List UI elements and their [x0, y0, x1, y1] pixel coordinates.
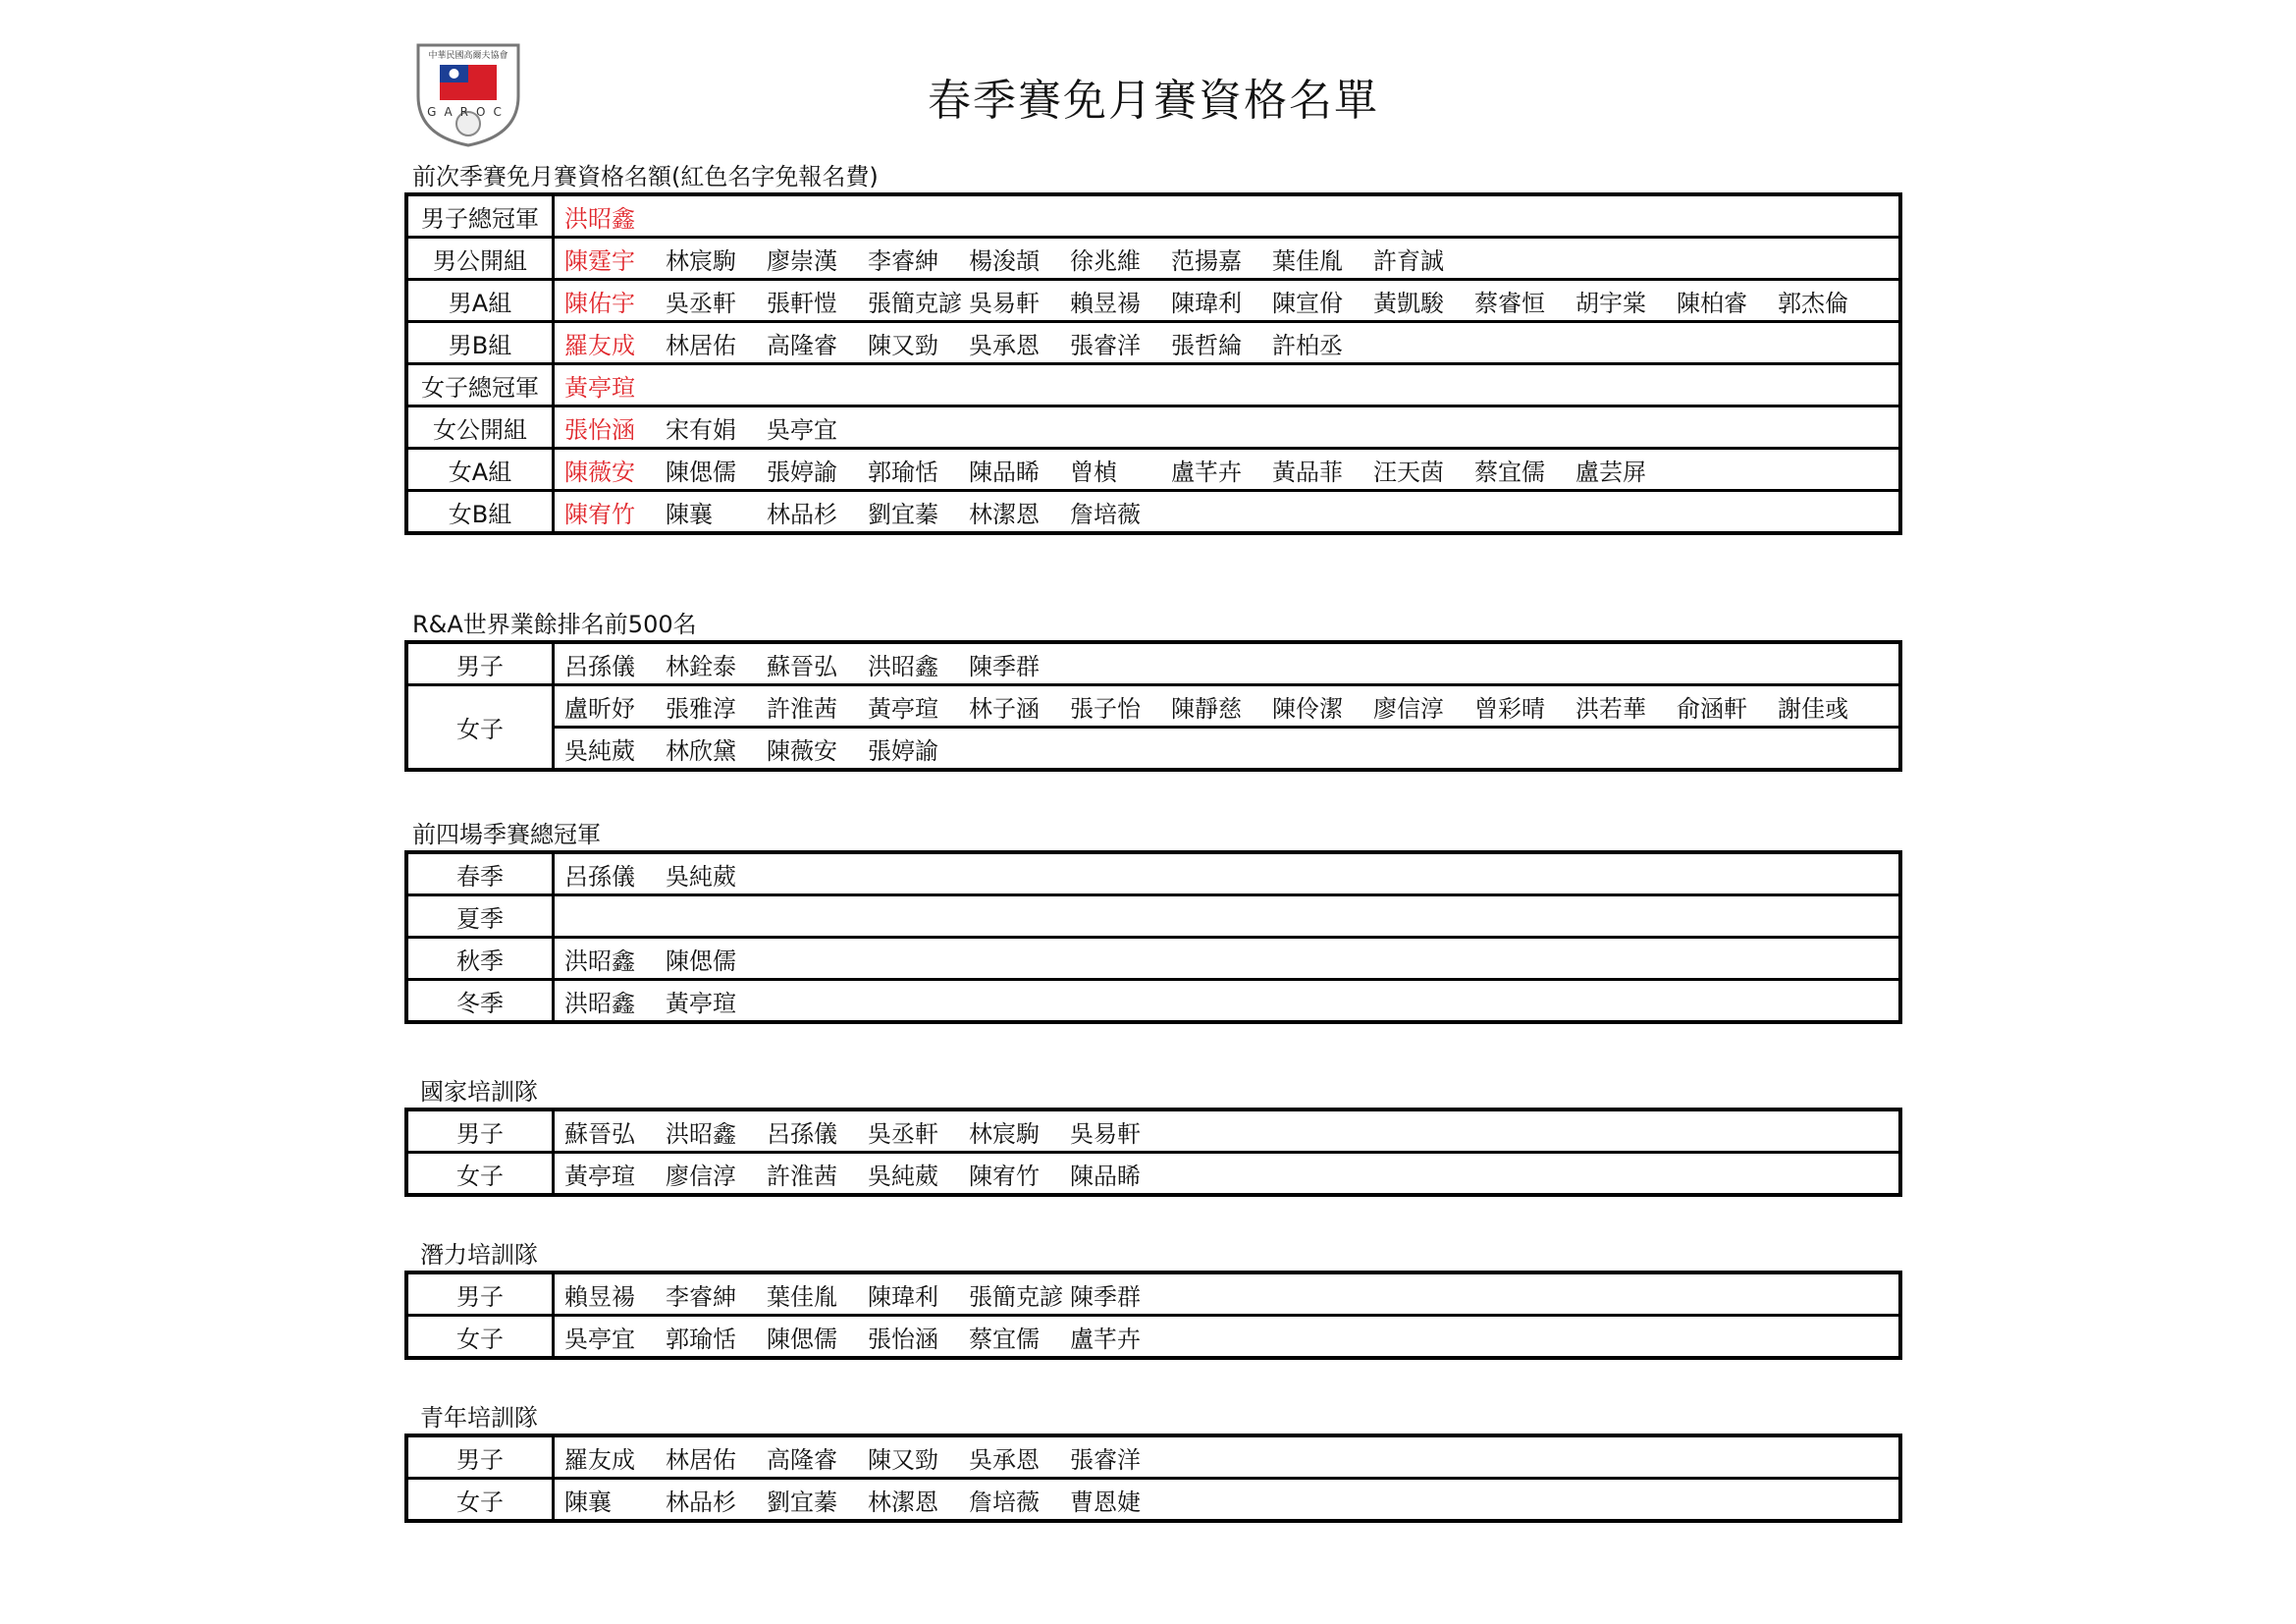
- player-name: 郭瑜恬: [666, 1325, 736, 1353]
- qualification-table: [404, 640, 1902, 772]
- player-name: 徐兆維: [1070, 246, 1141, 275]
- names-list: [564, 939, 1898, 978]
- player-name: 陳又勁: [868, 331, 938, 359]
- names-list: [564, 1111, 1898, 1151]
- logo-letters: GAROC: [427, 105, 509, 119]
- player-name: 林宸駒: [666, 246, 736, 275]
- player-name: 陳伶潔: [1272, 694, 1343, 723]
- player-name: 吳承恩: [969, 331, 1040, 359]
- names-cell: [554, 852, 1901, 895]
- table-row: [406, 852, 1900, 895]
- category-label: 女A組: [406, 449, 554, 491]
- names-list: [564, 281, 1898, 320]
- player-name: 宋有娟: [666, 415, 736, 444]
- player-name: 張軒愷: [767, 289, 837, 317]
- player-name: 郭杰倫: [1778, 289, 1848, 317]
- player-name: 呂孫儀: [767, 1119, 837, 1148]
- names-list: [564, 492, 1898, 531]
- player-name: 許淮茜: [767, 694, 837, 723]
- section-heading: R&A世界業餘排名前500名: [412, 611, 697, 638]
- player-name: 盧芸屏: [1575, 458, 1646, 486]
- player-name: 劉宜蓁: [868, 500, 938, 528]
- names-list: [564, 644, 1898, 683]
- player-name: 張雅淳: [666, 694, 736, 723]
- exempt-player-name: 羅友成: [564, 331, 635, 359]
- table-row: [406, 364, 1900, 406]
- player-name: 張婷諭: [868, 736, 938, 765]
- garoc-logo: [410, 39, 526, 149]
- player-name: 吳丞軒: [666, 289, 736, 317]
- exempt-player-name: 陳薇安: [564, 458, 635, 486]
- player-name: 賴昱禓: [564, 1282, 635, 1311]
- category-label: 男子: [406, 1435, 554, 1479]
- table-row: [406, 980, 1900, 1023]
- player-name: 高隆睿: [767, 1445, 837, 1474]
- player-name: 蘇晉弘: [564, 1119, 635, 1148]
- player-name: 范揚嘉: [1171, 246, 1242, 275]
- category-label: 男子: [406, 1272, 554, 1316]
- category-label: 男公開組: [406, 238, 554, 280]
- player-name: 高隆睿: [767, 331, 837, 359]
- player-name: 許柏丞: [1272, 331, 1343, 359]
- player-name: 張子怡: [1070, 694, 1141, 723]
- player-name: 洪昭鑫: [564, 989, 635, 1017]
- player-name: 李睿紳: [666, 1282, 736, 1311]
- exempt-player-name: 張怡涵: [564, 415, 635, 444]
- player-name: 詹培薇: [1070, 500, 1141, 528]
- player-name: 林居佑: [666, 331, 736, 359]
- player-name: 蔡宜儒: [969, 1325, 1040, 1353]
- player-name: 盧芊卉: [1070, 1325, 1141, 1353]
- names-list: [564, 365, 1898, 405]
- player-name: 吳純葳: [868, 1162, 938, 1190]
- player-name: 洪昭鑫: [564, 947, 635, 975]
- player-name: 蘇晉弘: [767, 652, 837, 680]
- exempt-player-name: 陳宥竹: [564, 500, 635, 528]
- table-row: [406, 1272, 1900, 1316]
- table-row: [406, 491, 1900, 534]
- player-name: 葉佳胤: [1272, 246, 1343, 275]
- table-row: [406, 322, 1900, 364]
- names-cell: [554, 1272, 1901, 1316]
- player-name: 林欣黛: [666, 736, 736, 765]
- names-list: [564, 1154, 1898, 1193]
- names-list: [564, 196, 1898, 236]
- player-name: 陳偲儒: [666, 458, 736, 486]
- player-name: 張婷諭: [767, 458, 837, 486]
- qualification-table: [404, 1271, 1902, 1360]
- player-name: 林潔恩: [868, 1488, 938, 1516]
- exempt-player-name: 陳霆宇: [564, 246, 635, 275]
- player-name: 陳宥竹: [969, 1162, 1040, 1190]
- qualification-section: [404, 819, 1902, 1024]
- category-label: 女子: [406, 1153, 554, 1196]
- player-name: 洪昭鑫: [868, 652, 938, 680]
- player-name: 黃品菲: [1272, 458, 1343, 486]
- category-label: 冬季: [406, 980, 554, 1023]
- player-name: 洪昭鑫: [666, 1119, 736, 1148]
- exempt-player-name: 黃亭瑄: [564, 373, 635, 402]
- names-list: [564, 407, 1898, 447]
- names-cell: [554, 895, 1901, 938]
- section-heading: 前次季賽免月賽資格名額(紅色名字免報名費): [412, 163, 879, 190]
- category-label: 男子: [406, 642, 554, 685]
- player-name: 呂孫儀: [564, 652, 635, 680]
- player-name: 盧昕妤: [564, 694, 635, 723]
- exempt-player-name: 陳佑宇: [564, 289, 635, 317]
- player-name: 羅友成: [564, 1445, 635, 1474]
- qualification-table: [404, 850, 1902, 1024]
- qualification-section: [404, 609, 1902, 772]
- player-name: 陳靜慈: [1171, 694, 1242, 723]
- player-name: 俞涵軒: [1677, 694, 1747, 723]
- table-row: [406, 406, 1900, 449]
- player-name: 謝佳彧: [1778, 694, 1848, 723]
- player-name: 曾彩晴: [1474, 694, 1545, 723]
- player-name: 林品杉: [767, 500, 837, 528]
- player-name: 張簡克諺: [868, 289, 962, 317]
- player-name: 陳季群: [969, 652, 1040, 680]
- exempt-player-name: 洪昭鑫: [564, 204, 635, 233]
- table-row: [406, 238, 1900, 280]
- player-name: 陳偲儒: [767, 1325, 837, 1353]
- names-cell: [554, 406, 1901, 449]
- section-heading: 國家培訓隊: [420, 1078, 538, 1106]
- category-label: 女公開組: [406, 406, 554, 449]
- player-name: 呂孫儀: [564, 862, 635, 891]
- player-name: 黃亭瑄: [868, 694, 938, 723]
- names-list: [564, 1480, 1898, 1519]
- player-name: 陳薇安: [767, 736, 837, 765]
- player-name: 林銓泰: [666, 652, 736, 680]
- table-row: [406, 280, 1900, 322]
- player-name: 廖信淳: [666, 1162, 736, 1190]
- player-name: 盧芊卉: [1171, 458, 1242, 486]
- player-name: 黃凱駿: [1373, 289, 1444, 317]
- player-name: 陳品睎: [969, 458, 1040, 486]
- player-name: 廖崇漢: [767, 246, 837, 275]
- player-name: 張睿洋: [1070, 331, 1141, 359]
- player-name: 洪若華: [1575, 694, 1646, 723]
- qualification-section: [404, 161, 1902, 535]
- names-cell: [554, 728, 1901, 771]
- category-label: 秋季: [406, 938, 554, 980]
- category-label: 男子: [406, 1110, 554, 1153]
- names-cell: [554, 1153, 1901, 1196]
- category-label: 女子: [406, 1316, 554, 1359]
- names-cell: [554, 938, 1901, 980]
- names-list: [564, 686, 1898, 726]
- category-label: 男A組: [406, 280, 554, 322]
- player-name: 詹培薇: [969, 1488, 1040, 1516]
- category-label: 女子: [406, 1479, 554, 1522]
- player-name: 陳偲儒: [666, 947, 736, 975]
- player-name: 楊浚頡: [969, 246, 1040, 275]
- player-name: 吳承恩: [969, 1445, 1040, 1474]
- table-row: [406, 1153, 1900, 1196]
- category-label: 男B組: [406, 322, 554, 364]
- qualification-section: [404, 1076, 1902, 1197]
- names-cell: [554, 1479, 1901, 1522]
- page-title: 春季賽免月賽資格名單: [928, 76, 1379, 126]
- player-name: 許育誠: [1373, 246, 1444, 275]
- player-name: 李睿紳: [868, 246, 938, 275]
- names-cell: [554, 1435, 1901, 1479]
- player-name: 林品杉: [666, 1488, 736, 1516]
- names-list: [564, 981, 1898, 1020]
- player-name: 吳純葳: [564, 736, 635, 765]
- player-name: 陳瑋利: [868, 1282, 938, 1311]
- category-label: 女B組: [406, 491, 554, 534]
- player-name: 張簡克諺: [969, 1282, 1063, 1311]
- names-list: [564, 854, 1898, 893]
- player-name: 陳季群: [1070, 1282, 1141, 1311]
- flag-emblem-icon: [410, 39, 526, 149]
- player-name: 林子涵: [969, 694, 1040, 723]
- player-name: 陳柏睿: [1677, 289, 1747, 317]
- table-row: [406, 728, 1900, 771]
- player-name: 張睿洋: [1070, 1445, 1141, 1474]
- table-row: [406, 194, 1900, 238]
- category-label: 女子總冠軍: [406, 364, 554, 406]
- player-name: 吳亭宜: [767, 415, 837, 444]
- player-name: 陳宣佾: [1272, 289, 1343, 317]
- names-list: [564, 1317, 1898, 1356]
- category-label: 夏季: [406, 895, 554, 938]
- table-row: [406, 938, 1900, 980]
- section-heading: 前四場季賽總冠軍: [412, 821, 601, 848]
- names-cell: [554, 364, 1901, 406]
- names-cell: [554, 194, 1901, 238]
- names-list: [564, 1437, 1898, 1477]
- player-name: 陳襄: [564, 1488, 612, 1516]
- player-name: 蔡睿恒: [1474, 289, 1545, 317]
- player-name: 劉宜蓁: [767, 1488, 837, 1516]
- names-list: [564, 450, 1898, 489]
- names-cell: [554, 322, 1901, 364]
- table-row: [406, 685, 1900, 728]
- names-list: [564, 323, 1898, 362]
- player-name: 黃亭瑄: [666, 989, 736, 1017]
- player-name: 葉佳胤: [767, 1282, 837, 1311]
- player-name: 陳品睎: [1070, 1162, 1141, 1190]
- player-name: 汪天茵: [1373, 458, 1444, 486]
- player-name: 許淮茜: [767, 1162, 837, 1190]
- player-name: 張怡涵: [868, 1325, 938, 1353]
- qualification-table: [404, 1108, 1902, 1197]
- player-name: 賴昱禓: [1070, 289, 1141, 317]
- table-row: [406, 1479, 1900, 1522]
- names-cell: [554, 1110, 1901, 1153]
- names-cell: [554, 980, 1901, 1023]
- names-cell: [554, 280, 1901, 322]
- category-label: 女子: [406, 685, 554, 771]
- names-cell: [554, 685, 1901, 728]
- player-name: 吳丞軒: [868, 1119, 938, 1148]
- player-name: 吳易軒: [969, 289, 1040, 317]
- names-list: [564, 896, 1898, 936]
- qualification-table: [404, 1434, 1902, 1523]
- player-name: 曹恩婕: [1070, 1488, 1141, 1516]
- names-cell: [554, 1316, 1901, 1359]
- player-name: 林居佑: [666, 1445, 736, 1474]
- names-list: [564, 1274, 1898, 1314]
- player-name: 黃亭瑄: [564, 1162, 635, 1190]
- category-label: 春季: [406, 852, 554, 895]
- table-row: [406, 1435, 1900, 1479]
- player-name: 林潔恩: [969, 500, 1040, 528]
- table-row: [406, 1110, 1900, 1153]
- player-name: 吳易軒: [1070, 1119, 1141, 1148]
- player-name: 吳亭宜: [564, 1325, 635, 1353]
- player-name: 蔡宜儒: [1474, 458, 1545, 486]
- names-cell: [554, 491, 1901, 534]
- player-name: 胡宇棠: [1575, 289, 1646, 317]
- player-name: 廖信淳: [1373, 694, 1444, 723]
- section-heading: 青年培訓隊: [420, 1404, 538, 1432]
- table-row: [406, 1316, 1900, 1359]
- table-row: [406, 895, 1900, 938]
- names-cell: [554, 642, 1901, 685]
- qualification-table: [404, 192, 1902, 535]
- table-row: [406, 449, 1900, 491]
- player-name: 張哲綸: [1171, 331, 1242, 359]
- table-row: [406, 642, 1900, 685]
- category-label: 男子總冠軍: [406, 194, 554, 238]
- player-name: 陳襄: [666, 500, 713, 528]
- names-list: [564, 239, 1898, 278]
- player-name: 郭瑜恬: [868, 458, 938, 486]
- player-name: 陳又勁: [868, 1445, 938, 1474]
- names-cell: [554, 238, 1901, 280]
- qualification-section: [404, 1402, 1902, 1523]
- names-list: [564, 729, 1898, 768]
- section-heading: 潛力培訓隊: [420, 1241, 538, 1269]
- player-name: 曾楨: [1070, 458, 1117, 486]
- player-name: 陳瑋利: [1171, 289, 1242, 317]
- names-cell: [554, 449, 1901, 491]
- player-name: 林宸駒: [969, 1119, 1040, 1148]
- qualification-section: [404, 1239, 1902, 1360]
- player-name: 吳純葳: [666, 862, 736, 891]
- logo-text: 中華民國高爾夫協會: [428, 51, 508, 61]
